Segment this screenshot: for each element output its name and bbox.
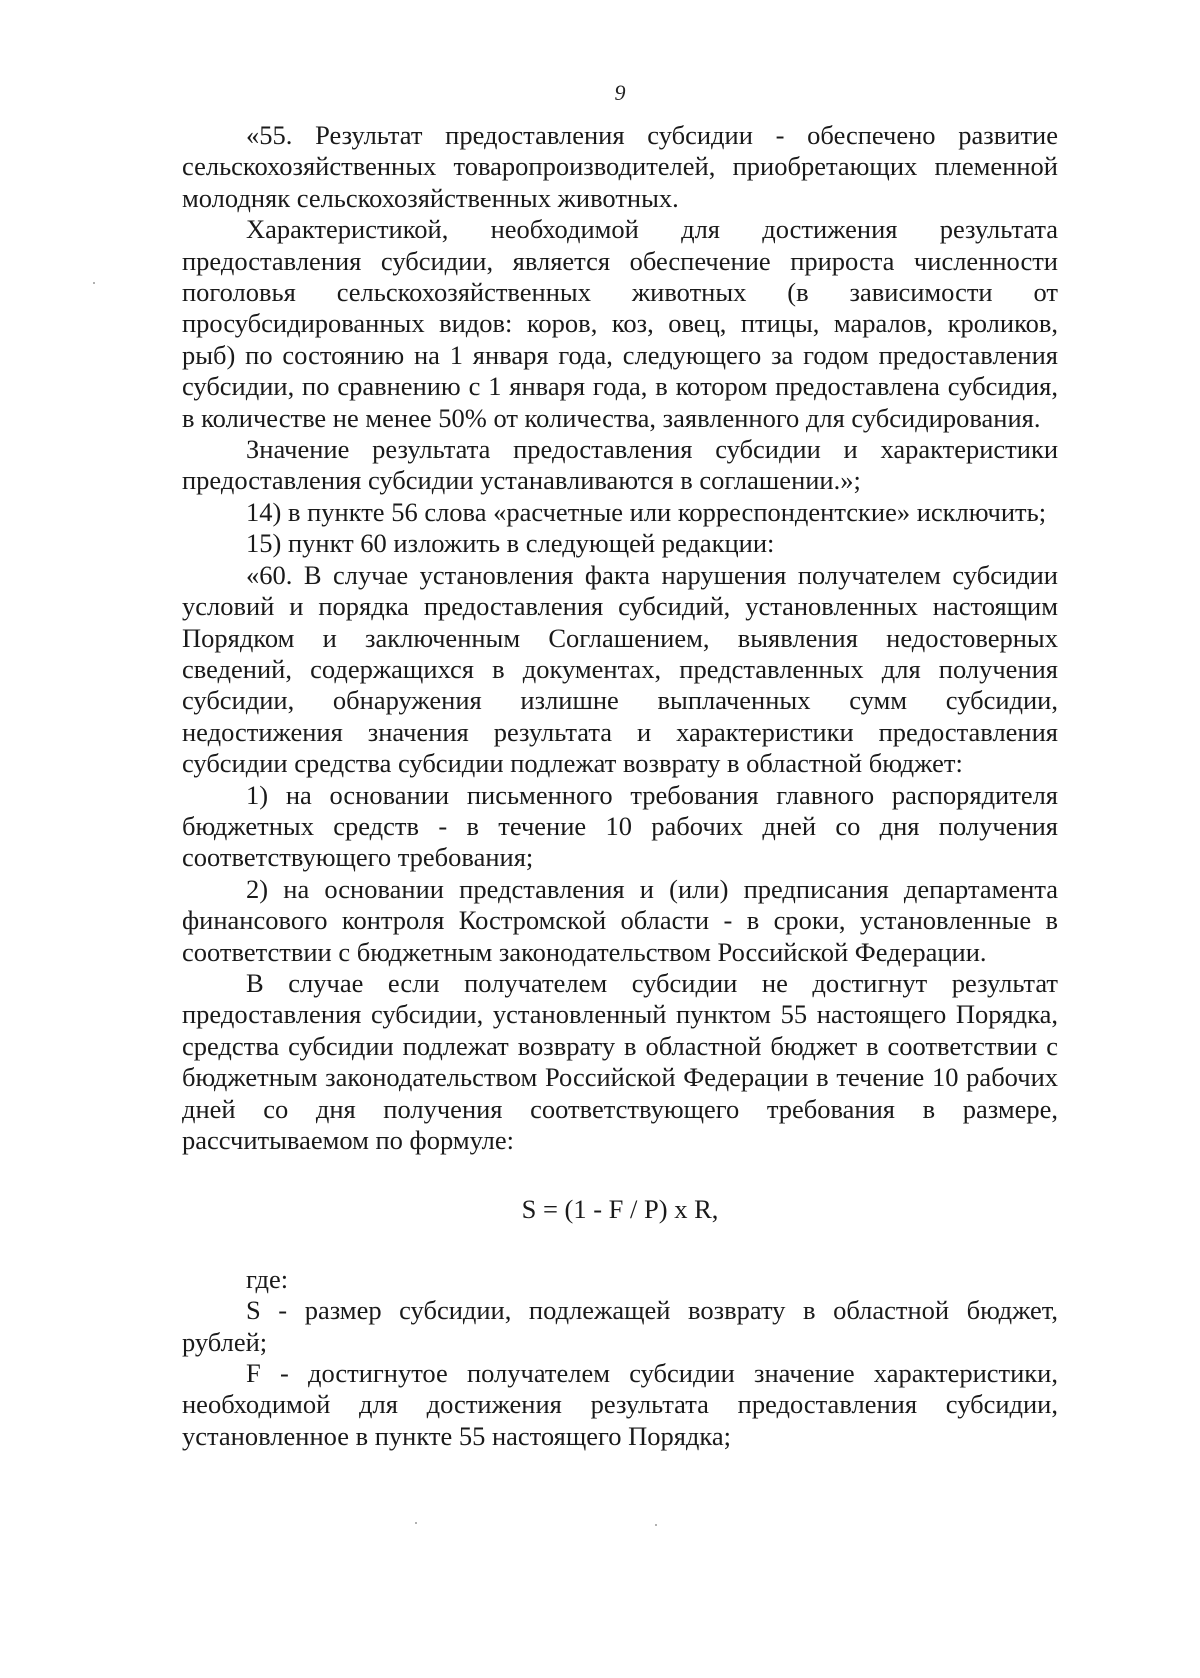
paragraph-60-not-achieved: В случае если получателем субсидии не достигнут результат предоставления субсидии, установленный пунктом 55 настоящего Порядка, средства субсидии подлежат возврату в областной бюджет в соответствии с бюджетным законодательством Российской Федерации в течение 10 рабочих дней со дня получения соответствующего требования в размере, рассчитываемом по формуле:	[182, 967, 1058, 1155]
paragraph-60-item-1: 1) на основании письменного требования главного распорядителя бюджетных средств - в течение 10 рабочих дней со дня получения соответствующего требования;	[182, 779, 1058, 873]
item-15: 15) пункт 60 изложить в следующей редакции:	[246, 528, 775, 559]
scan-speck	[93, 282, 95, 284]
definition-s: S - размер субсидии, подлежащей возврату в областной бюджет, рублей;	[182, 1295, 1058, 1357]
page-number: 9	[614, 80, 626, 105]
scan-speck	[415, 1522, 417, 1524]
refund-formula: S = (1 - F / P) x R,	[521, 1194, 719, 1225]
paragraph-55-characteristic: Характеристикой, необходимой для достижения результата предоставления субсидии, является обеспечение прироста численности поголовья сельскохозяйственных животных (в зависимости от просубсидированных видов: коров, коз, овец, птицы, маралов, кроликов, рыб) по состоянию на 1 января года, следующего за годом предоставления субсидии, по сравнению с 1 января года, в котором предоставлена субсидия, в количестве не менее 50% от количества, заявленного для субсидирования.	[182, 214, 1058, 433]
definition-f: F - достигнутое получателем субсидии значение характеристики, необходимой для достижения результата предоставления субсидии, установленное в пункте 55 настоящего Порядка;	[182, 1358, 1058, 1451]
paragraph-60-intro: «60. В случае установления факта нарушения получателем субсидии условий и порядка предоставления субсидий, установленных настоящим Порядком и заключенным Соглашением, выявления недостоверных сведений, содержащихся в документах, представленных для получения субсидии, обнаружения излишне выплаченных сумм субсидии, недостижения значения результата и характеристики предоставления субсидии средства субсидии подлежат возврату в областной бюджет:	[182, 559, 1058, 779]
formula-where: где:	[246, 1263, 289, 1294]
paragraph-55-value: Значение результата предоставления субсидии и характеристики предоставления субсидии устанавливаются в соглашении.»;	[182, 434, 1058, 496]
paragraph-60-item-2: 2) на основании представления и (или) предписания департамента финансового контроля Костромской области - в сроки, установленные в соответствии с бюджетным законодательством Российской Федерации.	[182, 873, 1058, 967]
paragraph-55-result: «55. Результат предоставления субсидии - обеспечено развитие сельскохозяйственных товаропроизводителей, приобретающих племенной молодняк сельскохозяйственных животных.	[182, 120, 1058, 213]
document-body	[182, 120, 1058, 1452]
item-14: 14) в пункте 56 слова «расчетные или корреспондентские» исключить;	[246, 496, 1047, 527]
scan-speck	[655, 1524, 657, 1526]
